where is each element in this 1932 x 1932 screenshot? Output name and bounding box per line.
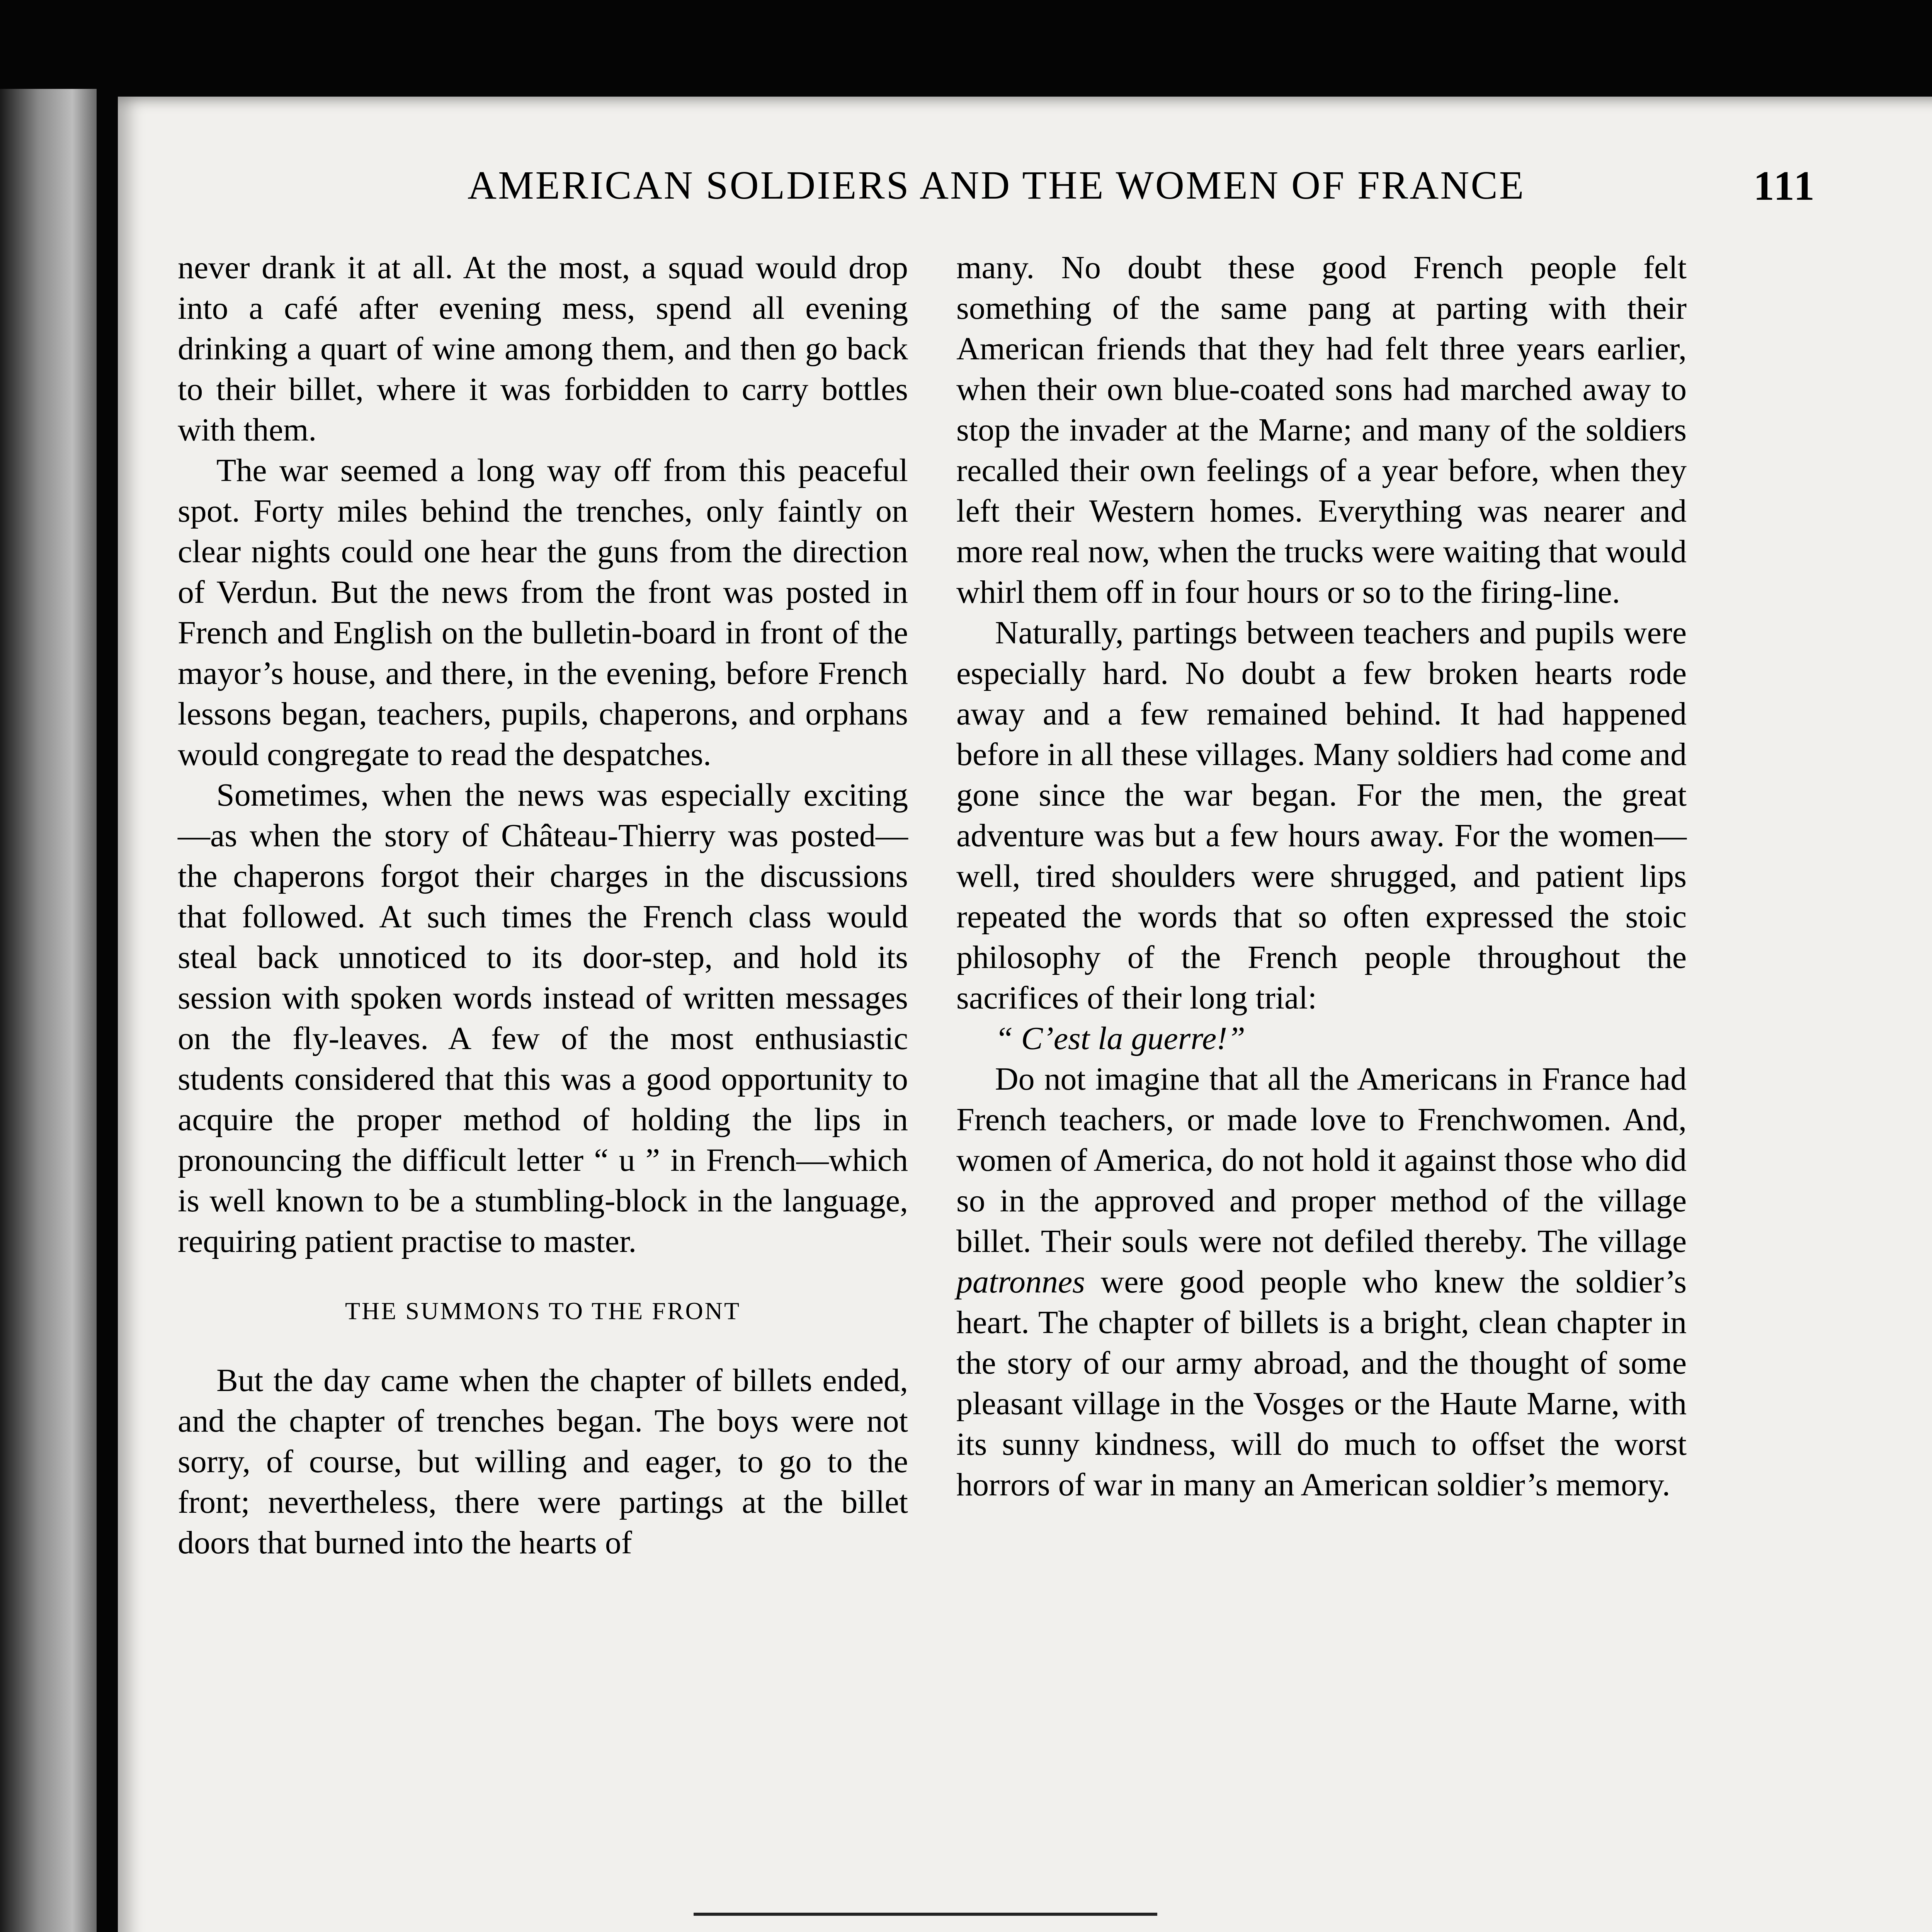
paragraph: many. No doubt these good French people felt something of the same pang at parting with their American friends that they had felt three years earlier, when their own blue-coated sons had marched away to stop the invader at the Marne; and many of the soldiers recalled their own feelings of a year before, when they left their Western homes. Everything was nearer and more real now, when the trucks were waiting that would whirl them off in four hours or so to the firing-line.: [956, 250, 1687, 610]
section-subheading: THE SUMMONS TO THE FRONT: [345, 1297, 741, 1325]
page-number: 111: [1753, 163, 1816, 209]
italic-term: patronnes: [956, 1264, 1085, 1300]
paragraph: The war seemed a long way off from this peaceful spot. Forty miles behind the trenches, only faintly on clear nights could one hear the guns from the direction of Verdun. But the news from the front was posted in French and English on the bulletin-board in front of the mayor’s house, and there, in the evening, before French lessons began, teachers, pupils, chaperons, and orphans would congregate to read the despatches.: [178, 452, 908, 772]
running-header-title: AMERICAN SOLDIERS AND THE WOMEN OF FRANCE: [468, 163, 1526, 207]
paragraph: But the day came when the chapter of billets ended, and the chapter of trenches began. The boys were not sorry, of course, but willing and eager, to go to the front; nevertheless, there were partings at the billet doors that burned into the hearts of: [178, 1362, 908, 1561]
paragraph: never drank it at all. At the most, a squad would drop into a café after evening mess, spend all evening drinking a quart of wine among them, and then go back to their billet, where it was forbidden to carry bottles with them.: [178, 250, 908, 448]
section-divider: [694, 1913, 1157, 1916]
paragraph: Naturally, partings between teachers and pupils were especially hard. No doubt a few broken hearts rode away and a few remained behind. It had happened before in all these villages. Many soldiers had come and gone since the war began. For the men, the great adventure was but a few hours away. For the women—well, tired shoulders were shrugged, and patient lips repeated the words that so often expressed the stoic philosophy of the French people throughout the sacrifices of their long trial:: [956, 615, 1687, 1016]
paragraph-text: Do not imagine that all the Americans in France had French teachers, or made love to Frenchwomen. And, women of America, do not hold it against those who did so in the approved and proper method of the village billet. Their souls were not defiled thereby. The village: [956, 1061, 1687, 1259]
left-column: [178, 247, 908, 1563]
paragraph: Sometimes, when the news was especially exciting—as when the story of Château-Thierry was posted—the chaperons forgot their charges in the discussions that followed. At such times the French class would steal back unnoticed to its door-step, and hold its session with spoken words instead of written messages on the fly-leaves. A few of the most enthusiastic students considered that this was a good opportunity to acquire the proper method of holding the lips in pronouncing the difficult letter “ u ” in French—which is well known to be a stumbling-block in the language, requiring patient practise to master.: [178, 777, 908, 1259]
running-header: [348, 162, 1816, 216]
facing-page-edge: [0, 89, 97, 1932]
paragraph: [956, 1059, 1687, 1505]
quotation: “ C’est la guerre!”: [995, 1020, 1245, 1056]
right-column: [956, 247, 1687, 1505]
paragraph-text: were good people who knew the soldier’s heart. The chapter of billets is a bright, clean chapter in the story of our army abroad, and the thought of some pleasant village in the Vosges or the Haute Marne, with its sunny kindness, will do much to offset the worst horrors of war in many an American soldier’s memory.: [956, 1264, 1687, 1503]
